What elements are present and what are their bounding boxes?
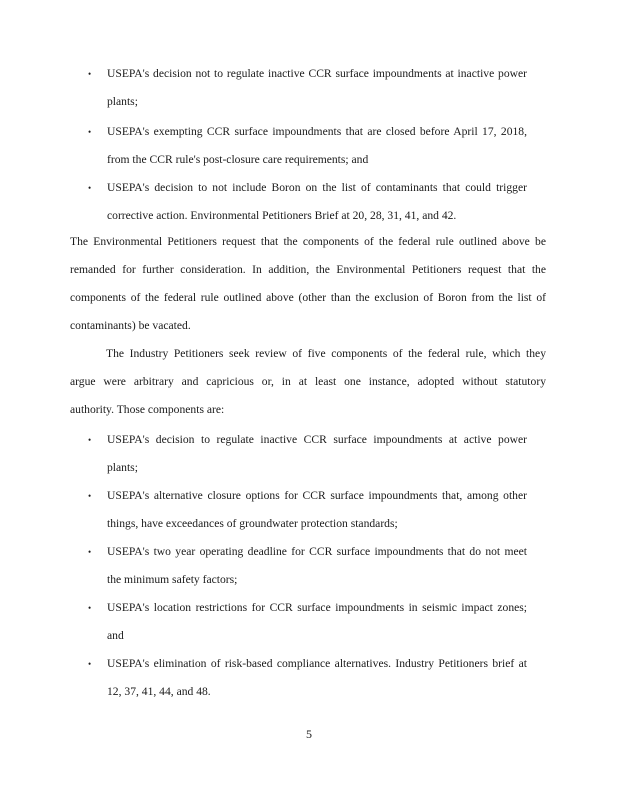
bullet-icon: • bbox=[88, 603, 92, 613]
bullet-icon: • bbox=[88, 491, 92, 501]
bullet-line: USEPA's decision to regulate inactive CCR surface impoundments at active power bbox=[107, 433, 527, 446]
bullet-line: USEPA's exempting CCR surface impoundments that are closed before April 17, 2018, bbox=[107, 125, 527, 138]
bullet-line: plants; bbox=[107, 95, 138, 108]
bullet-line: corrective action. Environmental Petitioners Brief at 20, 28, 31, 41, and 42. bbox=[107, 209, 457, 222]
bullet-icon: • bbox=[88, 183, 92, 193]
bullet-icon: • bbox=[88, 127, 92, 137]
paragraph-line: The Industry Petitioners seek review of five components of the federal rule, which they bbox=[106, 347, 546, 360]
paragraph-line: argue were arbitrary and capricious or, in at least one instance, adopted without statutory bbox=[70, 375, 546, 388]
bullet-line: the minimum safety factors; bbox=[107, 573, 238, 586]
bullet-icon: • bbox=[88, 69, 92, 79]
bullet-line: USEPA's elimination of risk-based compliance alternatives. Industry Petitioners brief at bbox=[107, 657, 527, 670]
paragraph-line: components of the federal rule outlined above (other than the exclusion of Boron from the list of bbox=[70, 291, 546, 304]
bullet-icon: • bbox=[88, 547, 92, 557]
bullet-icon: • bbox=[88, 659, 92, 669]
bullet-line: from the CCR rule's post-closure care requirements; and bbox=[107, 153, 369, 166]
paragraph-line: The Environmental Petitioners request that the components of the federal rule outlined above be bbox=[70, 235, 546, 248]
bullet-line: things, have exceedances of groundwater protection standards; bbox=[107, 517, 398, 530]
bullet-line: USEPA's alternative closure options for CCR surface impoundments that, among other bbox=[107, 489, 527, 502]
bullet-line: plants; bbox=[107, 461, 138, 474]
page-number: 5 bbox=[306, 727, 312, 741]
paragraph-line: authority. Those components are: bbox=[70, 403, 225, 416]
paragraph-line: remanded for further consideration. In addition, the Environmental Petitioners request that the bbox=[70, 263, 546, 276]
paragraph-line: contaminants) be vacated. bbox=[70, 319, 191, 332]
bullet-line: USEPA's decision to not include Boron on the list of contaminants that could trigger bbox=[107, 181, 527, 194]
bullet-line: USEPA's two year operating deadline for CCR surface impoundments that do not meet bbox=[107, 545, 527, 558]
bullet-line: 12, 37, 41, 44, and 48. bbox=[107, 685, 211, 698]
bullet-icon: • bbox=[88, 435, 92, 445]
bullet-line: and bbox=[107, 629, 124, 642]
bullet-line: USEPA's decision not to regulate inactive CCR surface impoundments at inactive power bbox=[107, 67, 527, 80]
bullet-line: USEPA's location restrictions for CCR surface impoundments in seismic impact zones; bbox=[107, 601, 527, 614]
